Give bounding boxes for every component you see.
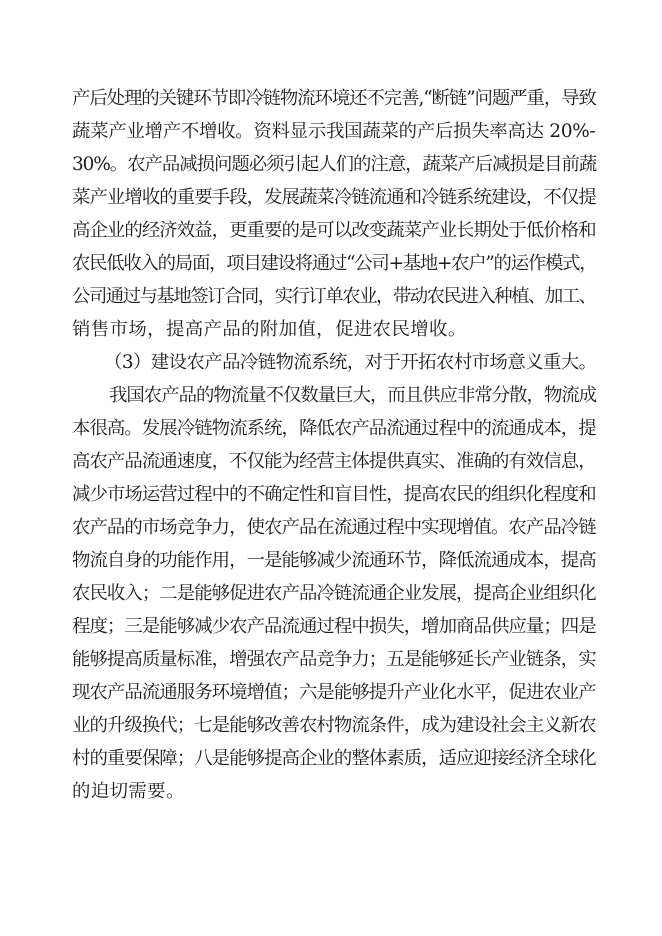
paragraph2-line: 业的升级换代；七是能够改善农村物流条件，成为建设社会主义新农 [72,715,596,736]
paragraph2-line: 程度；三是能够减少农产品流通过程中损失，增加商品供应量；四是 [72,616,596,637]
section-heading-3: （3）建设农产品冷链物流系统，对于开拓农村市场意义重大。 [104,352,597,373]
paragraph2-line: 本很高。发展冷链物流系统，降低农产品流通过程中的流通成本，提 [72,418,596,439]
paragraph2-line: 减少市场运营过程中的不确定性和盲目性，提高农民的组织化程度和 [72,484,596,505]
paragraph1-line: 公司通过与基地签订合同，实行订单农业，带动农民进入种植、加工、 [72,286,596,307]
paragraph2-line: 农产品的市场竞争力，使农产品在流通过程中实现增值。农产品冷链 [72,517,596,538]
paragraph2-line: 现农产品流通服务环境增值；六是能够提升产业化水平，促进农业产 [72,682,596,703]
paragraph1-line: 农民低收入的局面，项目建设将通过“公司+基地+农户”的运作模式， [72,253,597,274]
paragraph2-line: 物流自身的功能作用，一是能够减少流通环节，降低流通成本，提高 [72,550,596,571]
paragraph1-line: 产后处理的关键环节即冷链物流环境还不完善,“断链”问题严重，导致 [72,88,596,109]
paragraph2-line: 能够提高质量标准，增强农产品竞争力；五是能够延长产业链条，实 [72,649,596,670]
paragraph1-line: 高企业的经济效益，更重要的是可以改变蔬菜产业长期处于低价格和 [72,220,596,241]
paragraph1-line: 菜产业增收的重要手段，发展蔬菜冷链流通和冷链系统建设，不仅提 [72,187,596,208]
paragraph2-line: 的迫切需要。 [72,781,185,802]
paragraph2-line: 村的重要保障；八是能够提高企业的整体素质，适应迎接经济全球化 [72,748,596,769]
paragraph2-line: 高农产品流通速度，不仅能为经营主体提供真实、准确的有效信息， [72,451,596,472]
paragraph1-line: 蔬菜产业增产不增收。资料显示我国蔬菜的产后损失率高达 20%- [72,121,596,142]
paragraph1-line: 30%。农产品减损问题必须引起人们的注意，蔬菜产后减损是目前蔬 [72,154,597,175]
paragraph2-line: 我国农产品的物流量不仅数量巨大，而且供应非常分散，物流成 [109,385,597,406]
paragraph1-line: 销售市场，提高产品的附加值，促进农民增收。 [72,319,467,340]
paragraph2-line: 农民收入；二是能够促进农产品冷链流通企业发展，提高企业组织化 [72,583,596,604]
